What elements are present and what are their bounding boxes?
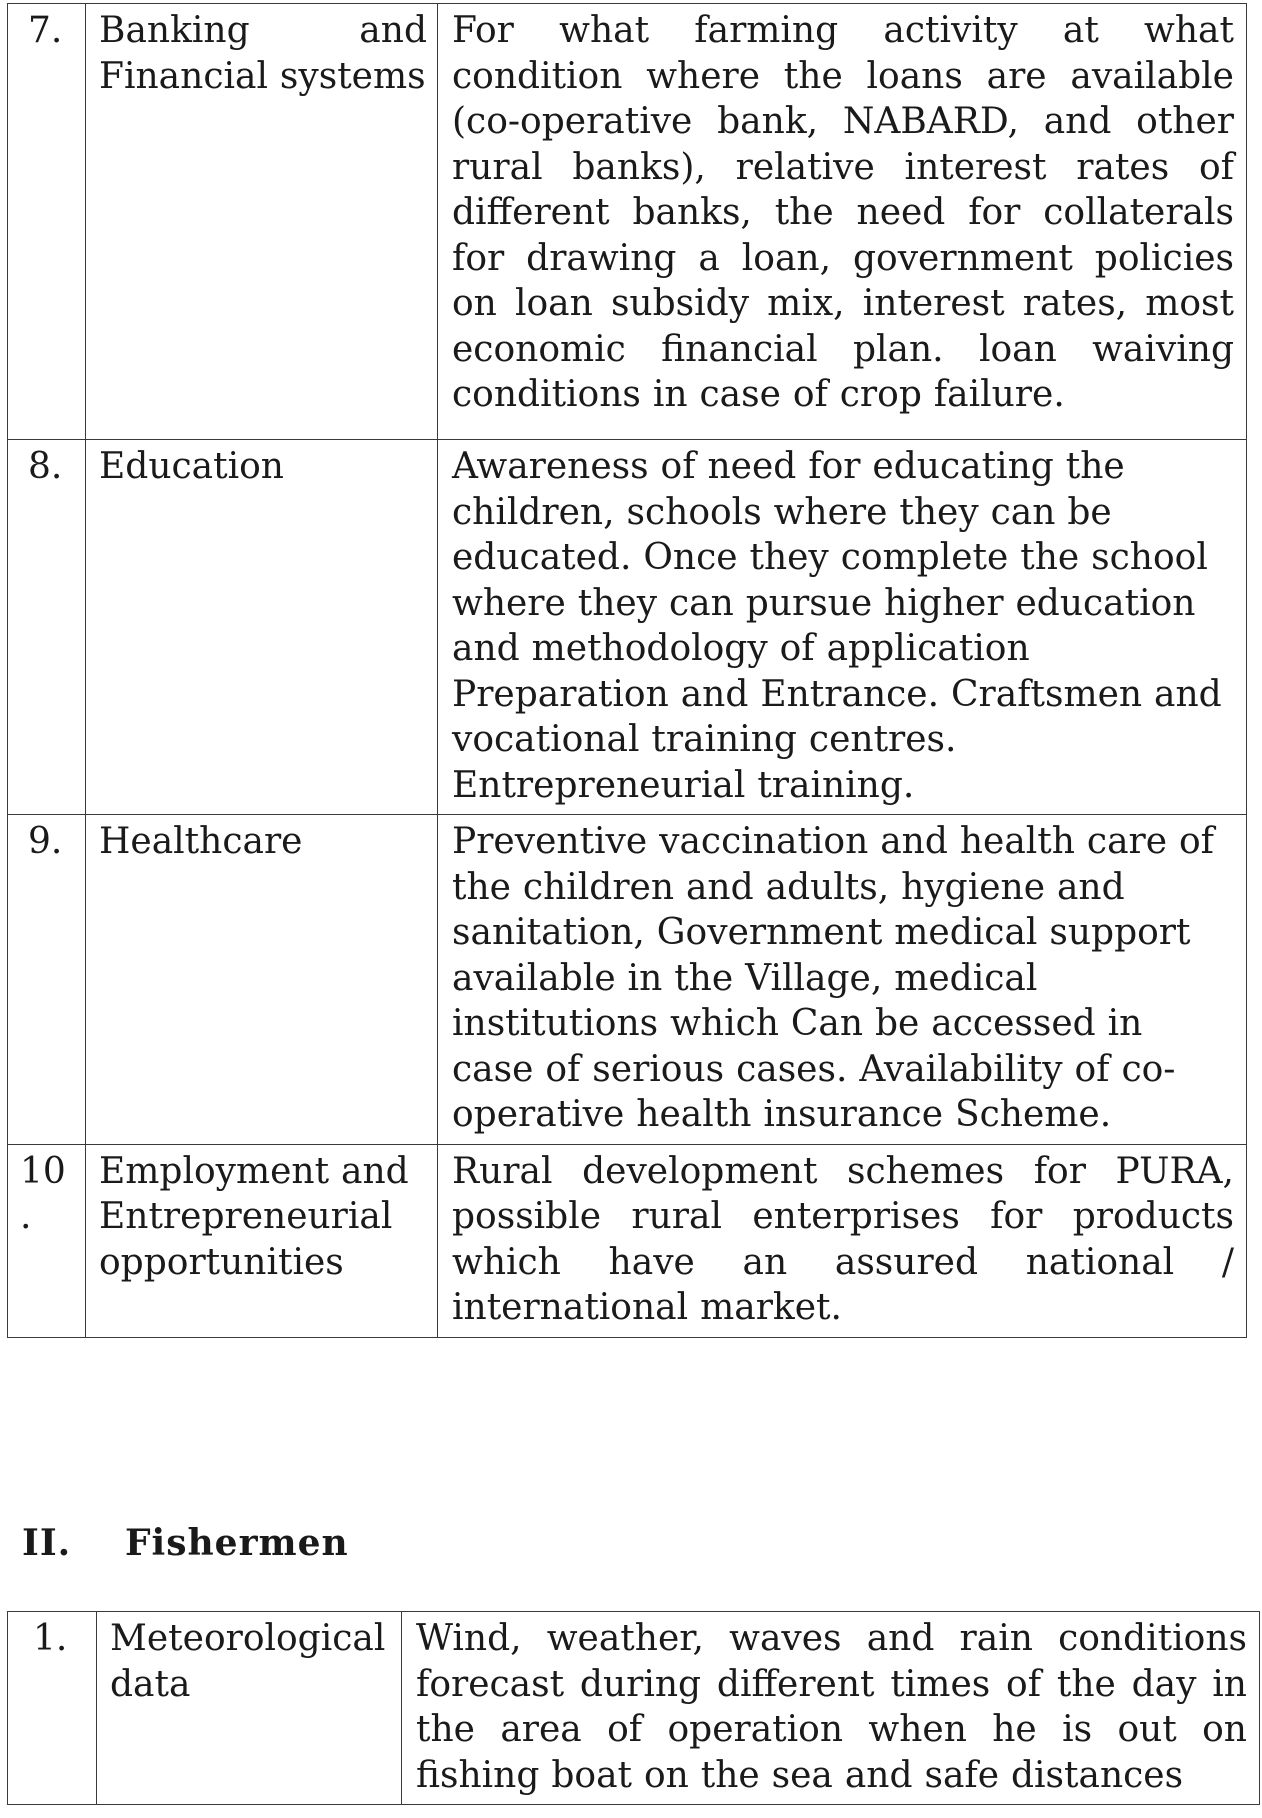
row-description: Wind, weather, waves and rain conditions forecast during different times of the day in the area of operation when he is out on fishing boat on the sea and safe distances [402,1612,1260,1805]
row-number: 1. [8,1612,97,1805]
table-row [8,815,1247,1145]
row-topic: Healthcare [86,815,438,1145]
section-heading-fishermen [22,1522,349,1564]
table-row [8,4,1247,440]
row-description: For what farming activity at what condition where the loans are available (co-operative bank, NABARD, and other rural banks), relative interest rates of different banks, the need for collaterals for drawing a loan, government policies on loan subsidy mix, interest rates, most economic financial plan. loan waiving conditions in case of crop failure. [438,4,1247,440]
row-description: Preventive vaccination and health care of the children and adults, hygiene and sanitation, Government medical support available in the Village, medical institutions which Can be accessed in case of serious cases. Availability of co-operative health insurance Scheme. [438,815,1247,1145]
row-description: Awareness of need for educating the children, schools where they can be educated. Once they complete the school where they can pursue higher education and methodology of application Preparation and Entrance. Craftsmen and vocational training centres. Entrepreneurial training. [438,440,1247,815]
row-topic: Banking and Financial systems [86,4,438,440]
row-topic: Employment and Entrepreneurial opportunities [86,1144,438,1337]
row-number: 8. [8,440,86,815]
table-row [8,1612,1260,1805]
table-row [8,1144,1247,1337]
row-topic: Education [86,440,438,815]
farmers-topics-table [7,3,1247,1338]
row-number: 9. [8,815,86,1145]
fishermen-topics-table [7,1611,1260,1805]
row-number: 7. [8,4,86,440]
row-topic: Meteorological data [97,1612,402,1805]
section-title: Fishermen [125,1522,349,1564]
table-row [8,440,1247,815]
row-number: 10 . [8,1144,86,1337]
row-description: Rural development schemes for PURA, possible rural enterprises for products which have an assured national / international market. [438,1144,1247,1337]
section-number: II. [22,1522,72,1564]
